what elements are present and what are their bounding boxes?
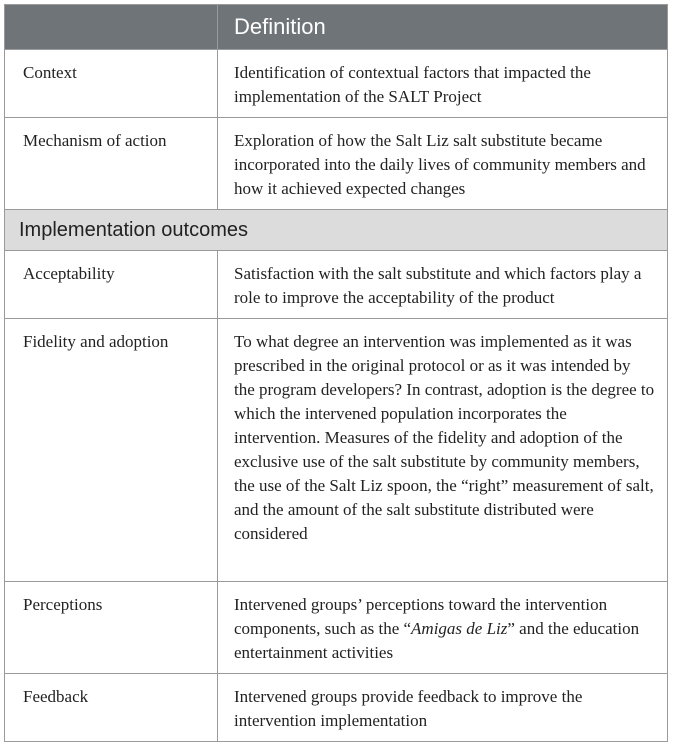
table-header-row: [5, 5, 668, 50]
definition-text-italic: Amigas de Liz: [411, 619, 508, 638]
table-row: [5, 118, 668, 210]
term-cell: Fidelity and adoption: [5, 319, 218, 582]
section-title: Implementation outcomes: [5, 210, 668, 251]
definitions-table: [4, 4, 668, 742]
header-cell-blank: [5, 5, 218, 50]
definition-cell: [218, 582, 668, 674]
definition-cell: Identification of contextual factors that impacted the implementation of the SALT Project: [218, 50, 668, 118]
table-row: [5, 50, 668, 118]
term-cell: Mechanism of action: [5, 118, 218, 210]
section-row: [5, 210, 668, 251]
term-cell: Perceptions: [5, 582, 218, 674]
term-cell: Feedback: [5, 674, 218, 742]
term-cell: Context: [5, 50, 218, 118]
definition-cell: To what degree an intervention was implemented as it was prescribed in the original protocol or as it was intended by the program developers? In contrast, adoption is the degree to which the intervened population incorporates the intervention. Measures of the fidelity and adoption of the exclusive use of the salt substitute by community members, the use of the Salt Liz spoon, the “right” measurement of salt, and the amount of the salt substitute distributed were considered: [218, 319, 668, 582]
definition-text-end: ” and the education entertainment activities: [234, 619, 640, 662]
header-cell-definition: Definition: [218, 5, 668, 50]
definition-cell: Intervened groups provide feedback to improve the intervention implementation: [218, 674, 668, 742]
definition-text-start: Intervened groups’ perceptions toward the intervention components, such as the “: [234, 595, 608, 638]
table-row: [5, 319, 668, 582]
table-row: [5, 251, 668, 319]
term-cell: Acceptability: [5, 251, 218, 319]
definition-cell: Satisfaction with the salt substitute and which factors play a role to improve the acceptability of the product: [218, 251, 668, 319]
table-row: [5, 674, 668, 742]
definition-cell: Exploration of how the Salt Liz salt substitute became incorporated into the daily lives of community members and how it achieved expected changes: [218, 118, 668, 210]
table-row: [5, 582, 668, 674]
